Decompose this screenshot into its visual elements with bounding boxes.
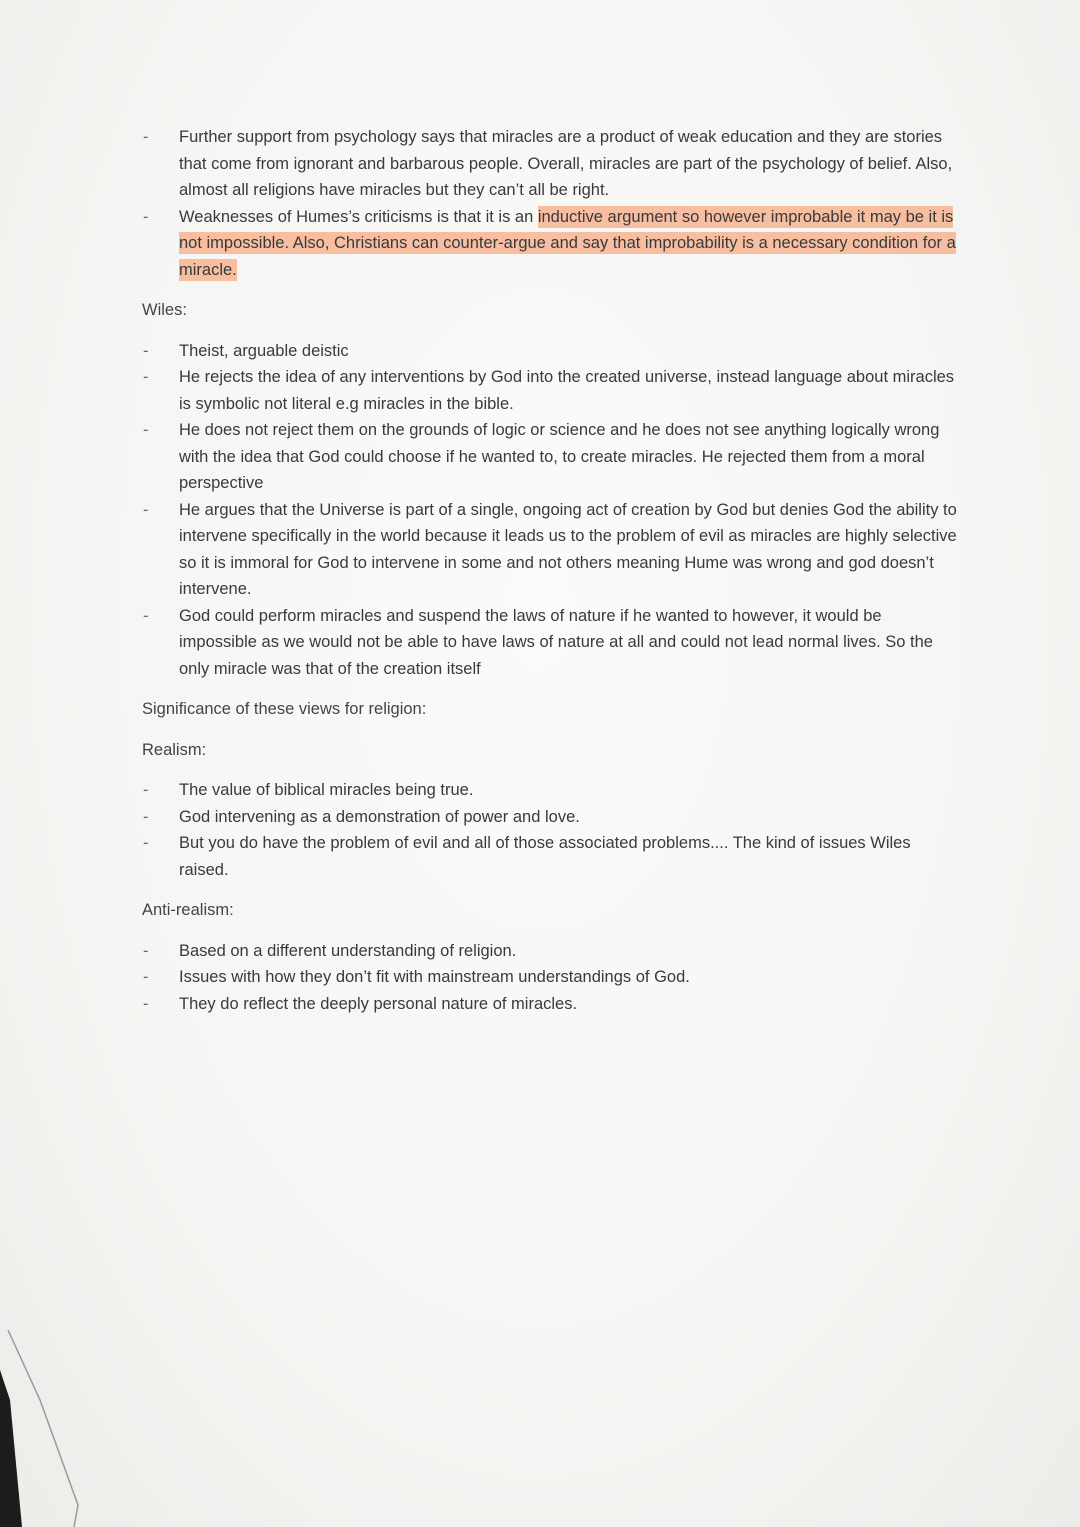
list-item: [142, 204, 962, 284]
list-item-text: Further support from psychology says that miracles are a product of weak education and they are stories that come from ignorant and barbarous people. Overall, miracles are part of the psychology of belief. Also, almost all religions have miracles but they can’t all be right.: [179, 128, 953, 199]
list-item: [142, 364, 962, 417]
list-item-text: God could perform miracles and suspend the laws of nature if he wanted to however, it would be impossible as we would not be able to have laws of nature at all and could not lead normal lives. So the only miracle was that of the creation itself: [179, 606, 933, 678]
list-item: [142, 124, 962, 204]
highlighted-text: inductive argument so however improbable it may be it is not impossible. Also, Christians can counter-argue and say that improbability is a necessary condition for a miracle.: [179, 207, 956, 279]
list-item: [142, 804, 962, 831]
realism-heading: Realism:: [142, 740, 207, 759]
list-item: [142, 938, 962, 965]
list-item-text: Issues with how they don’t fit with mainstream understandings of God.: [179, 968, 690, 986]
scan-edge-shadow: [0, 1330, 90, 1527]
list-item: [142, 417, 962, 497]
list-item: [142, 964, 962, 991]
antirealism-list: [142, 938, 962, 1018]
wiles-list: [142, 338, 962, 683]
list-item-text: They do reflect the deeply personal nature of miracles.: [179, 994, 578, 1013]
list-item-text: Based on a different understanding of religion.: [179, 941, 517, 960]
list-item-text: He argues that the Universe is part of a single, ongoing act of creation by God but denies God the ability to intervene specifically in the world because it leads us to the problem of evil as miracles are highly selective so it is immoral for God to intervene in some and not others meaning Hume was wrong and god doesn’t intervene.: [179, 500, 957, 598]
list-item: [142, 991, 962, 1018]
list-item: [142, 830, 962, 883]
list-item-text: He does not reject them on the grounds of logic or science and he does not see anything logically wrong with the idea that God could choose if he wanted to, to create miracles. He rejected them from a moral perspective: [179, 421, 940, 492]
realism-list: [142, 777, 962, 883]
list-item-text: Weaknesses of Humes’s criticisms is that it is an: [179, 207, 538, 226]
list-item-text: The value of biblical miracles being true.: [179, 781, 474, 799]
antirealism-heading: Anti-realism:: [142, 901, 234, 919]
wiles-heading: Wiles:: [142, 301, 187, 319]
list-item: [142, 338, 962, 365]
hume-criticism-list: [142, 124, 962, 283]
list-item: [142, 497, 962, 603]
list-item: [142, 777, 962, 804]
list-item: [142, 603, 962, 683]
significance-heading: Significance of these views for religion:: [142, 700, 427, 718]
list-item-text: God intervening as a demonstration of power and love.: [179, 807, 580, 826]
list-item-text: Theist, arguable deistic: [179, 341, 349, 360]
document-body: [142, 124, 962, 1017]
list-item-text: But you do have the problem of evil and all of those associated problems.... The kind of issues Wiles raised.: [179, 834, 911, 879]
list-item-text: He rejects the idea of any interventions by God into the created universe, instead language about miracles is symbolic not literal e.g miracles in the bible.: [179, 368, 955, 413]
